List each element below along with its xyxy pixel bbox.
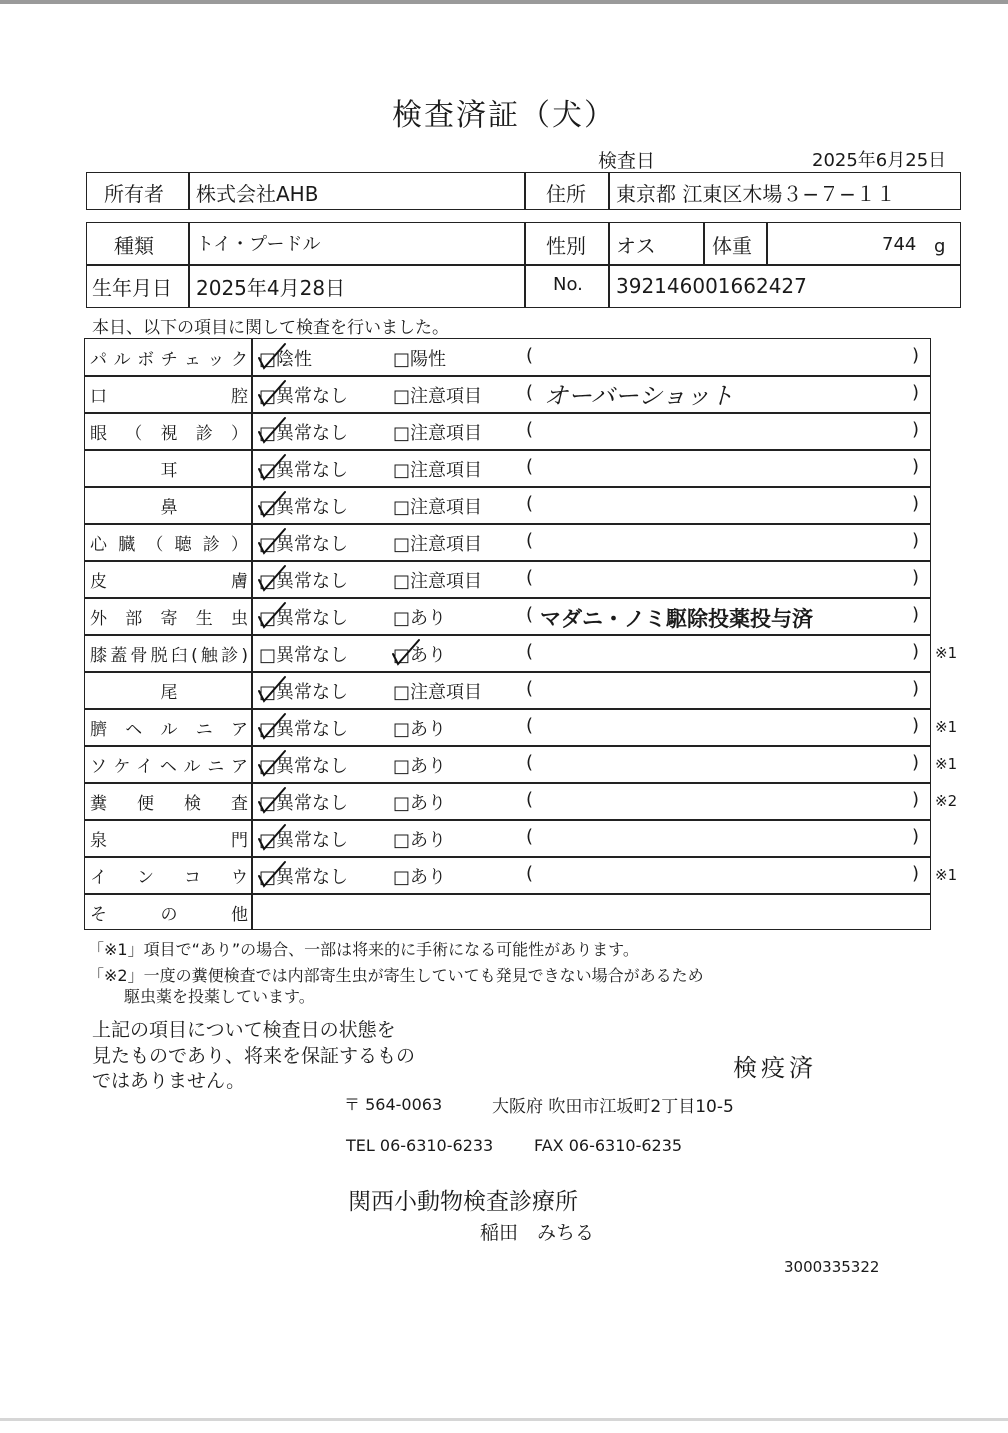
exam-item-label: 尾 [160,683,178,703]
owner-label: 所有者 [104,182,164,206]
clinic-name: 関西小動物検査診療所 [348,1189,578,1215]
option-normal-checkbox[interactable]: □異常なし [259,645,349,666]
breed-value: トイ・プードル [196,234,321,255]
footnote-ref: ※1 [935,718,958,736]
option-normal-checkbox[interactable]: □異常なし [259,682,349,703]
handwritten-checkmark [259,381,285,405]
option-attention-checkbox[interactable]: □あり [393,867,447,888]
remark-open-paren: ( [526,789,534,810]
clinic-fax: FAX 06-6310-6235 [534,1136,683,1155]
handwritten-checkmark [259,603,285,627]
no-value: 392146001662427 [616,274,807,298]
disclaimer-line-1: 上記の項目について検査日の状態を [92,1019,396,1041]
option-normal-checkbox[interactable]: □異常なし [259,423,349,444]
exam-item-label: 皮膚 [90,572,248,592]
remark-close-paren: ) [912,567,920,588]
option-attention-checkbox[interactable]: □あり [393,756,447,777]
remark-close-paren: ) [912,382,920,403]
option-attention-checkbox[interactable]: □注意項目 [393,682,483,703]
exam-item-label: 外部寄生虫 [90,609,248,629]
remark-close-paren: ) [912,419,920,440]
handwritten-checkmark [259,714,285,738]
handwritten-checkmark [259,344,285,368]
handwritten-checkmark [259,862,285,886]
remark-close-paren: ) [912,789,920,810]
handwritten-remark: オーバーショット [544,382,734,410]
exam-item-label: ソケイヘルニア [90,757,248,777]
remark-open-paren: ( [526,678,534,699]
exam-item-label: その他 [90,905,248,925]
exam-item-label: 心臓（聴診） [90,535,248,555]
postal-code: 〒 564-0063 [344,1095,443,1114]
remark-open-paren: ( [526,345,534,366]
option-normal-checkbox[interactable]: □異常なし [259,571,349,592]
handwritten-checkmark [259,418,285,442]
handwritten-checkmark [259,492,285,516]
quarantine-stamp: 検疫済 [733,1054,817,1082]
remark-close-paren: ) [912,863,920,884]
exam-item-label: 耳 [160,461,178,481]
remark-close-paren: ) [912,678,920,699]
document-id: 3000335322 [784,1258,880,1276]
intro-text: 本日、以下の項目に関して検査を行いました。 [92,318,449,338]
option-attention-checkbox[interactable]: □陽性 [393,349,447,370]
option-attention-checkbox[interactable]: □注意項目 [393,386,483,407]
option-normal-checkbox[interactable]: □異常なし [259,534,349,555]
option-normal-checkbox[interactable]: □異常なし [259,756,349,777]
option-normal-checkbox[interactable]: □異常なし [259,608,349,629]
exam-item-label: 眼（視診） [90,424,248,444]
option-normal-checkbox[interactable]: □陰性 [259,349,313,370]
exam-date-label: 検査日 [598,150,656,172]
option-attention-checkbox[interactable]: □あり [393,645,447,666]
weight-value: 744 [882,234,917,255]
remark-open-paren: ( [526,456,534,477]
remark-open-paren: ( [526,419,534,440]
remark-open-paren: ( [526,641,534,662]
option-normal-checkbox[interactable]: □異常なし [259,793,349,814]
option-attention-checkbox[interactable]: □あり [393,830,447,851]
no-label: No. [553,274,583,295]
handwritten-checkmark [259,751,285,775]
remark-open-paren: ( [526,826,534,847]
birth-value: 2025年4月28日 [196,276,346,300]
footnote-2: 「※2」一度の糞便検査では内部寄生虫が寄生していても発見できない場合があるため [88,966,704,985]
sex-label: 性別 [546,234,586,258]
exam-item-label: インコウ [90,868,248,888]
remark-close-paren: ) [912,752,920,773]
handwritten-checkmark [259,825,285,849]
exam-item-label: パルボチェック [90,350,248,370]
remark-close-paren: ) [912,530,920,551]
handwritten-checkmark [259,529,285,553]
birth-label: 生年月日 [92,276,172,300]
option-attention-checkbox[interactable]: □あり [393,793,447,814]
option-attention-checkbox[interactable]: □注意項目 [393,423,483,444]
footnote-1: 「※1」項目で“あり”の場合、一部は将来的に手術になる可能性があります。 [88,940,639,959]
option-attention-checkbox[interactable]: □注意項目 [393,460,483,481]
option-attention-checkbox[interactable]: □注意項目 [393,534,483,555]
remark-close-paren: ) [912,456,920,477]
exam-item-label: 鼻 [160,498,178,518]
footnote-2-cont: 駆虫薬を投薬しています。 [124,987,315,1006]
exam-date: 2025年6月25日 [812,150,947,171]
remark-text: マダニ・ノミ駆除投薬投与済 [540,607,813,631]
option-attention-checkbox[interactable]: □注意項目 [393,497,483,518]
sex-value: オス [616,234,656,258]
exam-item-label: 膝蓋骨脱臼(触診) [90,646,248,666]
document-title: 検査済証（犬） [392,98,616,133]
weight-label: 体重 [712,234,752,258]
option-normal-checkbox[interactable]: □異常なし [259,867,349,888]
remark-open-paren: ( [526,604,534,625]
remark-open-paren: ( [526,863,534,884]
handwritten-checkmark [259,455,285,479]
remark-close-paren: ) [912,493,920,514]
remark-close-paren: ) [912,641,920,662]
exam-item-label: 臍ヘルニア [90,720,248,740]
handwritten-checkmark [259,788,285,812]
option-normal-checkbox[interactable]: □異常なし [259,386,349,407]
exam-item-label: 糞便検査 [90,794,248,814]
option-normal-checkbox[interactable]: □異常なし [259,460,349,481]
remark-open-paren: ( [526,752,534,773]
remark-open-paren: ( [526,567,534,588]
footnote-ref: ※1 [935,866,958,884]
remark-open-paren: ( [526,715,534,736]
address-label: 住所 [546,182,586,206]
breed-label: 種類 [114,234,154,258]
footnote-ref: ※2 [935,792,958,810]
clinic-address: 大阪府 吹田市江坂町2丁目10-5 [492,1097,734,1117]
footnote-ref: ※1 [935,755,958,773]
disclaimer-line-3: ではありません。 [92,1070,246,1092]
weight-unit: g [934,236,946,257]
remark-close-paren: ) [912,604,920,625]
option-attention-checkbox[interactable]: □あり [393,608,447,629]
owner-value: 株式会社AHB [196,182,319,206]
footnote-ref: ※1 [935,644,958,662]
exam-item-label: 泉門 [90,831,248,851]
remark-close-paren: ) [912,715,920,736]
exam-item-label: 口腔 [90,387,248,407]
option-normal-checkbox[interactable]: □異常なし [259,497,349,518]
remark-close-paren: ) [912,345,920,366]
option-normal-checkbox[interactable]: □異常なし [259,830,349,851]
option-attention-checkbox[interactable]: □あり [393,719,447,740]
handwritten-checkmark [393,640,419,664]
remark-close-paren: ) [912,826,920,847]
handwritten-checkmark [259,566,285,590]
address-value: 東京都 江東区木場３−７−１１ [616,182,896,206]
remark-open-paren: ( [526,382,534,403]
remark-open-paren: ( [526,530,534,551]
remark-open-paren: ( [526,493,534,514]
handwritten-checkmark [259,677,285,701]
scan-edge-bottom [0,1418,1008,1421]
disclaimer-line-2: 見たものであり、将来を保証するもの [92,1045,416,1067]
option-attention-checkbox[interactable]: □注意項目 [393,571,483,592]
clinic-tel: TEL 06-6310-6233 [346,1136,494,1155]
vet-name: 稲田 みちる [480,1222,595,1244]
option-normal-checkbox[interactable]: □異常なし [259,719,349,740]
